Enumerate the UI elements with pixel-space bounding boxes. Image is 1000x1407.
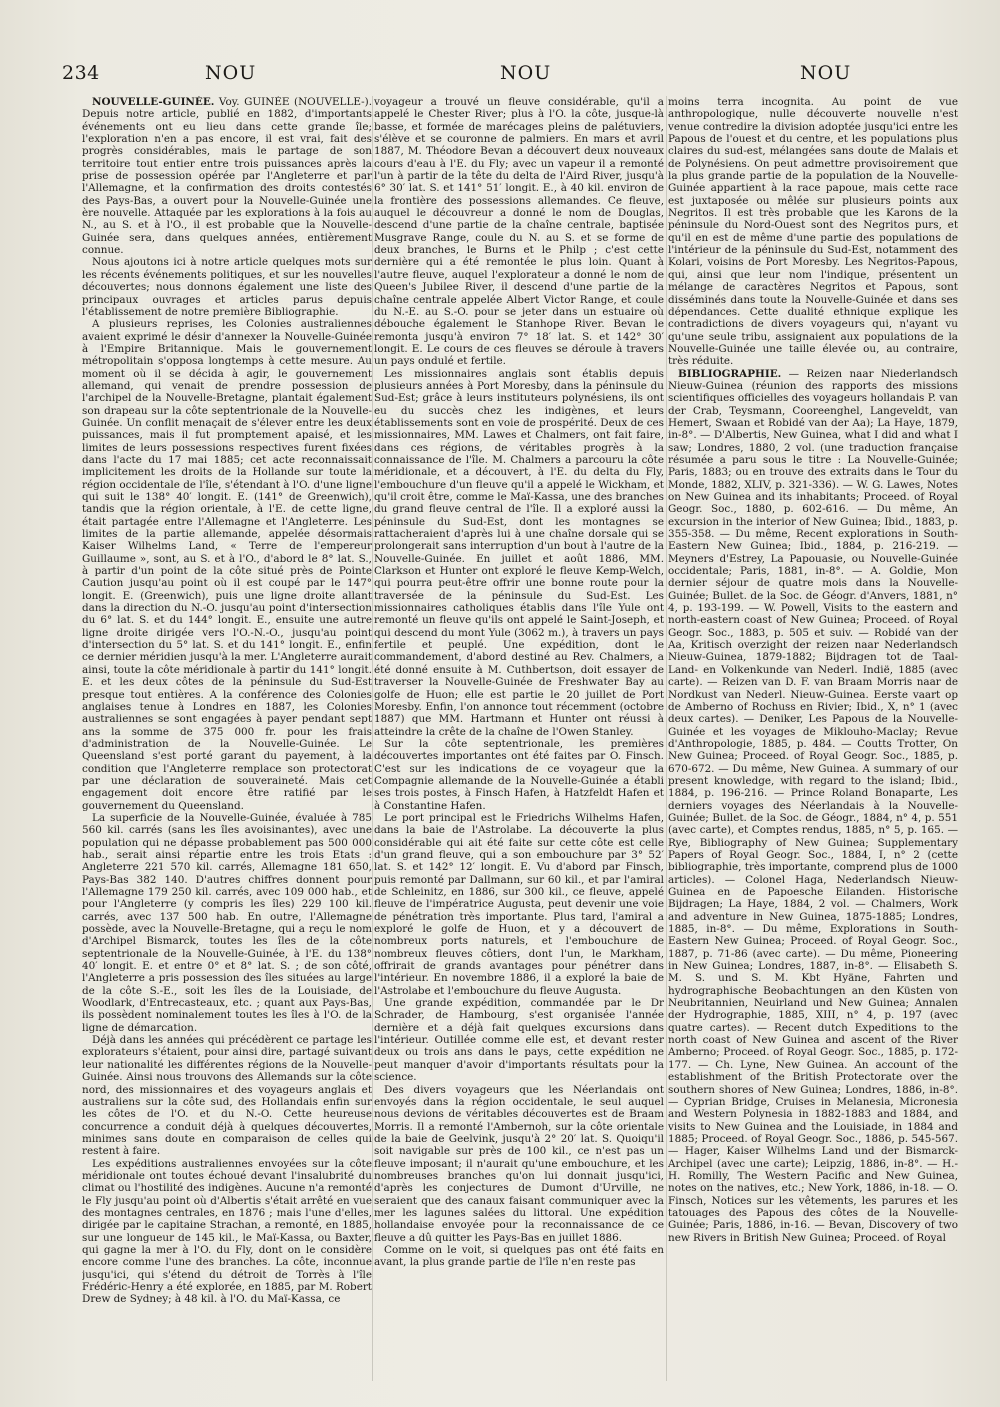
paragraph-text: Les expéditions australiennes envoyées sur la côte méridionale ont toutes échoué devant l'insalubrité du climat ou l'hostilité des indigènes. Aucune n'a remonté le Fly jusqu'au point où d'Albertis s'était arrêté en vue des montagnes centrales, en 1876 ; mais l'une d'elles, dirigée par le capitaine Strachan, a remonté, en 1885, sur une longueur de 145 kil., le Maï-Kassa, ou Baxter, qui gagne la mer à l'O. du Fly, dont on le considère encore comme l'une des branches. La côte, inconnue jusqu'ici, qui s'étend du détroit de Torrès à l'île Frédéric-Henry a été explorée, en 1885, par M. Robert Drew de Sydney; à 48 kil. à l'O. du Maï-Kassa, ce: [82, 1157, 372, 1306]
page-number: 234: [62, 62, 100, 84]
running-head-right: NOU: [800, 62, 852, 84]
paragraph: [82, 318, 372, 812]
paragraph: [374, 997, 664, 1083]
page-header: [0, 62, 1000, 92]
column-divider: [372, 96, 373, 1381]
paragraph-text: moins terra incognita. Au point de vue anthropologique, nulle découverte nouvelle n'est venue contredire la division adoptée jusqu'ici entre les Papous de l'ouest et du centre, et les populations plus claires du sud-est, mélangées sans doute de Malais et de Polynésiens. On peut admettre provisoirement que la plus grande partie de la population de la Nouvelle-Guinée appartient à la race papoue, mais cette race est juxtaposée ou mêlée sur plusieurs points aux Negritos. Il est très probable que les Karons de la péninsule du Nord-Ouest sont des Negritos purs, et qu'il en est de même d'une partie des populations de l'intérieur de la péninsule du Sud-Est, notamment des Kolari, voisins de Port Moresby. Les Negritos-Papous, qui, ainsi que leur nom l'indique, présentent un mélange de caractères Negritos et Papous, sont disséminés dans toute la Nouvelle-Guinée et dans ses dépendances. Cette dualité ethnique explique les contradictions de divers voyageurs qui, n'ayant vu qu'une seule tribu, assignaient aux populations de la Nouvelle-Guinée une taille élevée ou, au contraire, très réduite.: [668, 96, 958, 368]
paragraph: [374, 368, 664, 738]
paragraph-text: Des divers voyageurs que les Néerlandais ont envoyés dans la région occidentale, le seul auquel nous devions de véritables découvertes est de Braam Morris. Il a remonté l'Ambernoh, sur la côte orientale de la baie de Geelvink, jusqu'à 2° 20′ lat. S. Quoiqu'il soit navigable sur près de 100 kil., ce n'est pas un fleuve imposant; il n'aurait qu'une embouchure, et les nombreuses branches qu'on lui donnait jusqu'ici, d'après les conjectures de Dumont d'Urville, ne seraient que des canaux faisant communiquer avec la mer les lagunes salées du littoral. Une expédition hollandaise envoyée pour la reconnaissance de ce fleuve a dû quitter les Pays-Bas en juillet 1886.: [374, 1083, 664, 1244]
text-column-3: [668, 96, 958, 1386]
paragraph: [668, 96, 958, 368]
paragraph-text: La superficie de la Nouvelle-Guinée, évaluée à 785 560 kil. carrés (sans les îles avoisinantes), avec une population qui ne dépasse probablement pas 500 000 hab., serait ainsi répartie entre les trois Etats : Angleterre 221 570 kil. carrés, Allemagne 181 650, Pays-Bas 382 140. D'autres chiffres donnent pour l'Allemagne 179 250 kil. carrés, avec 109 000 hab., et pour l'Angleterre (y compris les îles) 229 100 kil. carrés, avec 137 500 hab. En outre, l'Allemagne possède, avec la Nouvelle-Bretagne, qui a reçu le nom d'Archipel Bismarck, toutes les îles de la côte septentrionale de la Nouvelle-Guinée, à l'E. du 138° 40′ longit. E. et entre 0° et 8° lat. S. ; de son côté, l'Angleterre a pris possession des îles situées au large de la côte S.-E., soit les îles de la Louisiade, de Woodlark, d'Entrecasteaux, etc. ; quant aux Pays-Bas, ils possèdent nominalement toutes les îles à l'O. de la ligne de démarcation.: [82, 811, 372, 1034]
paragraph: [82, 256, 372, 318]
paragraph: [374, 812, 664, 997]
paragraph-text: voyageur a trouvé un fleuve considérable, qu'il a appelé le Chester River; plus à l'O. la côte, jusque-là basse, et formée de marécages pleins de palétuviers, s'élève et se couronne de palmiers. En mars et avril 1887, M. Théodore Bevan a découvert deux nouveaux cours d'eau à l'E. du Fly; avec un vapeur il a remonté l'un à partir de la tête du delta de l'Aird River, jusqu'à 6° 30′ lat. S. et 141° 51′ longit. E., à 40 kil. environ de la frontière des possessions allemandes. Ce fleuve, auquel le découvreur a donné le nom de Douglas, descend d'une partie de la chaîne centrale, baptisée Musgrave Range, coule du N. au S. et se forme de deux branches, le Burns et le Philp ; c'est cette dernière qui a été remontée le plus loin. Quant à l'autre fleuve, auquel l'explorateur a donné le nom de Queen's Jubilee River, il descend d'une partie de la chaîne centrale appelée Albert Victor Range, et coule du N.-E. au S.-O. pour se jeter dans un estuaire où débouche également le Stanhope River. Bevan le remonta jusqu'à environ 7° 18′ lat. S. et 142° 30′ longit. E. Le cours de ces fleuves se déroule à travers un pays ondulé et fertile.: [374, 96, 664, 368]
paragraph: [668, 368, 958, 1244]
paragraph: [374, 96, 664, 368]
paragraph-text: Les missionnaires anglais sont établis depuis plusieurs années à Port Moresby, dans la péninsule du Sud-Est; grâce à leurs instituteurs polynésiens, ils ont eu du succès chez les indigènes, et leurs établissements sont en voie de prospérité. Deux de ces missionnaires, MM. Lawes et Chalmers, ont fait faire, dans ces régions, de véritables progrès à la connaissance de l'île. M. Chalmers a parcouru la côte méridionale, et a découvert, à l'E. du delta du Fly, l'embouchure d'un fleuve qu'il a appelé le Wickham, et qu'il croit être, comme le Maï-Kassa, une des branches du grand fleuve central de l'île. Il a exploré aussi la péninsule du Sud-Est, dont les montagnes se rattacheraient d'après lui à une chaîne dorsale qui se prolongerait sans interruption d'un bout à l'autre de la Nouvelle-Guinée. En juillet et août 1886, MM. Clarkson et Hunter ont exploré le fleuve Kemp-Welch, qui pourra peut-être offrir une bonne route pour la traversée de la péninsule du Sud-Est. Les missionnaires catholiques établis dans l'île Yule ont remonté un fleuve qu'ils ont appelé le Saint-Joseph, et qui descend du mont Yule (3062 m.), à travers un pays fertile et peuplé. Une expédition, dont le commandement, d'abord destiné au Rev. Chalmers, a été donné ensuite à M. Cuthbertson, doit essayer de traverser la Nouvelle-Guinée de Freshwater Bay au golfe de Huon; elle est partie le 20 juillet de Port Moresby. Enfin, l'on annonce tout récemment (octobre 1887) que MM. Hartmann et Hunter ont réussi à atteindre la crête de la chaîne de l'Owen Stanley.: [374, 367, 664, 738]
paragraph: [82, 96, 372, 256]
paragraph-text: Sur la côte septentrionale, les premières découvertes importantes ont été faites par O. Finsch. C'est sur les indications de ce voyageur que la Compagnie allemande de la Nouvelle-Guinée a établi ses trois postes, à Finsch Hafen, à Hatzfeldt Hafen et à Constantine Hafen.: [374, 737, 664, 812]
entry-heading: NOUVELLE-GUINÉE.: [92, 96, 215, 108]
paragraph: [374, 1084, 664, 1244]
running-head-left: NOU: [205, 62, 257, 84]
paragraph: [82, 812, 372, 1034]
paragraph: [82, 1034, 372, 1157]
paragraph: [374, 1244, 664, 1269]
paragraph-text: — Reizen naar Niederlandsch Nieuw-Guinea (réunion des rapports des missions scientifiques officielles des voyageurs hollandais P. van der Crab, Teysmann, Cooreenghel, Langeveldt, van Hemert, Swaan et Robidé van der Aa); La Haye, 1879, in-8°. — D'Albertis, New Guinea, what I did and what I saw; Londres, 1880, 2 vol. (une traduction française résumée a paru sous le titre : La Nouvelle-Guinée; Paris, 1883; ou en trouve des extraits dans le Tour du Monde, 1882, XLIV, p. 321-336). — W. G. Lawes, Notes on New Guinea and its inhabitants; Proceed. of Royal Geogr. Soc., 1880, p. 602-616. — Du même, An excursion in the interior of New Guinea; Ibid., 1883, p. 355-358. — Du même, Recent explorations in South-Eastern New Guinea; Ibid., 1884, p. 216-219. — Meyners d'Estrey, La Papouasie, ou Nouvelle-Guinée occidentale; Paris, 1881, in-8°. — A. Goldie, Mon dernier séjour de quatre mois dans la Nouvelle-Guinée; Bullet. de la Soc. de Géogr. d'Anvers, 1881, n° 4, p. 193-199. — W. Powell, Visits to the eastern and north-eastern coast of New Guinea; Proceed. of Royal Geogr. Soc., 1883, p. 505 et suiv. — Robidé van der Aa, Kritisch overzight der reizen naar Nederlandsch Nieuw-Guinea, 1879-1882; Bijdragen tot de Taal- Land- en Volkenkunde van Nederl. Indië, 1885 (avec carte). — Reizen van D. F. van Braam Morris naar de Nordkust van Nederl. Nieuw-Guinea. Eerste vaart op de Amberno of Rochuss en Rivier; Ibid., X, n° 1 (avec deux cartes). — Deniker, Les Papous de la Nouvelle-Guinée et les voyages de Miklouho-Maclay; Revue d'Anthropologie, 1885, p. 484. — Coutts Trotter, On New Guinea; Proceed. of Royal Geogr. Soc., 1885, p. 670-672. — Du même, New Guinea. A summary of our present knowledge, with regard to the island; Ibid., 1884, p. 196-216. — Prince Roland Bonaparte, Les derniers voyages des Néerlandais à la Nouvelle-Guinée; Bullet. de la Soc. de Géogr., 1884, n° 4, p. 551 (avec carte), et Comptes rendus, 1885, n° 5, p. 165. — Rye, Bibliography of New Guinea; Supplementary Papers of Royal Geogr. Soc., 1884, I, n° 2 (cette bibliographie, très importante, comprend plus de 1000 articles). — Colonel Haga, Nederlandsch Nieuw-Guinea en de Papoesche Eilanden. Historische Bijdragen; La Haye, 1884, 2 vol. — Chalmers, Work and adventure in New Guinea, 1875-1885; Londres, 1885, in-8°. — Du même, Explorations in South-Eastern New Guinea; Proceed. of Royal Geogr. Soc., 1887, p. 71-86 (avec carte). — Du même, Pioneering in New Guinea; Londres, 1887, in-8°. — Elisabeth S. M. S. und S. M. Kbt Hyäne, Fahrten und hydrographische Beobachtungen an den Küsten von Neubritannien, Neuirland und New Guinea; Annalen der Hydrographie, 1885, XIII, n° 4, p. 197 (avec quatre cartes). — Recent dutch Expeditions to the north coast of New Guinea and ascent of the River Amberno; Proceed. of Royal Geogr. Soc., 1885, p. 172-177. — Ch. Lyne, New Guinea. An account of the establishment of the British Protectorate over the southern shores of New Guinea; Londres, 1886, in-8°. — Cyprian Bridge, Cruises in Melanesia, Micronesia and Western Polynesia in 1882-1883 and 1884, and visits to New Guinea and the Louisiade, in 1884 and 1885; Proceed. of Royal Geogr. Soc., 1886, p. 545-567. — Hager, Kaiser Wilhelms Land und der Bismarck-Archipel (avec une carte); Leipzig, 1886, in-8°. — H.-H. Romilly, The Western Pacific and New Guinea, notes on the natives, etc.; New York, 1886, in-18. — O. Finsch, Notices sur les vêtements, les parures et les tatouages des Papous des côtes de la Nouvelle-Guinée; Paris, 1886, in-16. — Bevan, Discovery of two new Rivers in British New Guinea; Proceed. of Royal: [668, 367, 958, 1244]
paragraph-text: A plusieurs reprises, les Colonies australiennes avaient exprimé le désir d'annexer la Nouvelle-Guinée à l'Empire Britannique. Mais le gouvernement métropolitain s'opposa longtemps à cette mesure. Au moment où il se décida à agir, le gouvernement allemand, qui venait de prendre possession de l'archipel de la Nouvelle-Bretagne, plantait également son drapeau sur la côte septentrionale de la Nouvelle-Guinée. Un conflit menaçait de s'élever entre les deux puissances, mais il fut promptement apaisé, et les limites de leurs possessions respectives furent fixées dans l'acte du 17 mai 1885; cet acte reconnaissait implicitement les droits de la Hollande sur toute la région occidentale de l'île, s'étendant à l'O. d'une ligne qui suit le 138° 40′ longit. E. (141° de Greenwich), tandis que la région orientale, à l'E. de cette ligne, était partagée entre l'Allemagne et l'Angleterre. Les limites de la partie allemande, appelée désormais Kaiser Wilhelms Land, « Terre de l'empereur Guillaume », sont, au S. et à l'O., d'abord le 8° lat. S., à partir d'un point de la côte situé près de Pointe Caution jusqu'au point où il est coupé par le 147° longit. E. (Greenwich), puis une ligne droite allant dans la direction du N.-O. jusqu'au point d'intersection du 6° lat. S. et du 144° longit. E., ensuite une autre ligne droite dirigée vers l'O.-N.-O., jusqu'au point d'intersection du 5° lat. S. et du 141° longit. E., enfin ce dernier méridien jusqu'à la mer. L'Angleterre aurait ainsi, toute la côte méridionale à partir du 141° longit. E. et les deux côtes de la péninsule du Sud-Est presque tout entières. A la conférence des Colonies anglaises tenue à Londres en 1887, les Colonies australiennes se sont engagées à payer pendant sept ans la somme de 375 000 fr. pour les frais d'administration de la Nouvelle-Guinée. Le Queensland s'est porté garant du payement, à la condition que l'Angleterre remplace son protectorat par une déclaration de souveraineté. Mais cet engagement doit encore être ratifié par le gouvernement du Queensland.: [82, 318, 372, 812]
paragraph-text: Une grande expédition, commandée par le Dr Schrader, de Hambourg, s'est organisée l'année dernière et a déjà fait quelques excursions dans l'intérieur. Outillée comme elle est, et devant rester deux ou trois ans dans le pays, cette expédition ne peut manquer d'avoir d'importants résultats pour la science.: [374, 997, 664, 1084]
paragraph: [82, 1158, 372, 1306]
paragraph-text: Le port principal est le Friedrichs Wilhelms Hafen, dans la baie de l'Astrolabe. La découverte la plus considérable qui ait été faite sur cette côte est celle d'un grand fleuve, qui a son embouchure par 3° 52′ lat. S. et 142° 12′ longit. E. Vu d'abord par Finsch, puis remonté par Dallmann, sur 60 kil., et par l'amiral de Schleinitz, en 1886, sur 300 kil., ce fleuve, appelé fleuve de l'impératrice Augusta, peut devenir une voie de pénétration très importante. Plus tard, l'amiral a exploré le golfe de Huon, et y a découvert de nombreux ports naturels, et l'embouchure de nombreux fleuves côtiers, dont l'un, le Markham, offrirait de grands avantages pour pénétrer dans l'intérieur. En novembre 1886, il a exploré la baie de l'Astrolabe et l'embouchure du fleuve Augusta.: [374, 811, 664, 997]
paragraph-text: Voy. GUINÉE (NOUVELLE-). Depuis notre article, publié en 1882, d'importants événements ont eu lieu dans cette grande île; l'exploration n'en a pas encore, il est vrai, fait des progrès considérables, mais le partage de son territoire tout entier entre trois puissances après la prise de possession opérée par l'Angleterre et par l'Allemagne, et la confirmation des droits contestés des Pays-Bas, a ouvert pour la Nouvelle-Guinée une ère nouvelle. Attaquée par les explorations à la fois au N., au S. et à l'O., il est probable que la Nouvelle-Guinée sera, dans quelques années, entièrement connue.: [82, 96, 372, 257]
entry-heading: BIBLIOGRAPHIE.: [678, 367, 782, 380]
paragraph-text: Déjà dans les années qui précédèrent ce partage les explorateurs s'étaient, pour ainsi dire, partagé suivant leur nationalité les différentes régions de la Nouvelle-Guinée. Ainsi nous trouvons des Allemands sur la côte nord, des missionnaires et des voyageurs anglais et australiens sur la côte sud, des Hollandais enfin sur les côtes de l'O. et du N.-O. Cette heureuse concurrence a conduit déjà à quelques découvertes, minimes sans doute en comparaison de celles qui restent à faire.: [82, 1034, 372, 1158]
running-head-center: NOU: [500, 62, 552, 84]
paragraph-text: Nous ajoutons ici à notre article quelques mots sur les récents événements politiques, et sur les nouvelles découvertes; nous donnons également une liste des principaux ouvrages et articles parus depuis l'établissement de notre première Bibliographie.: [82, 256, 372, 318]
text-column-1: [82, 96, 372, 1386]
column-divider: [666, 96, 667, 1381]
paragraph-text: Comme on le voit, si quelques pas ont été faits en avant, la plus grande partie de l'île n'en reste pas: [374, 1243, 664, 1269]
paragraph: [374, 738, 664, 812]
text-column-2: [374, 96, 664, 1386]
